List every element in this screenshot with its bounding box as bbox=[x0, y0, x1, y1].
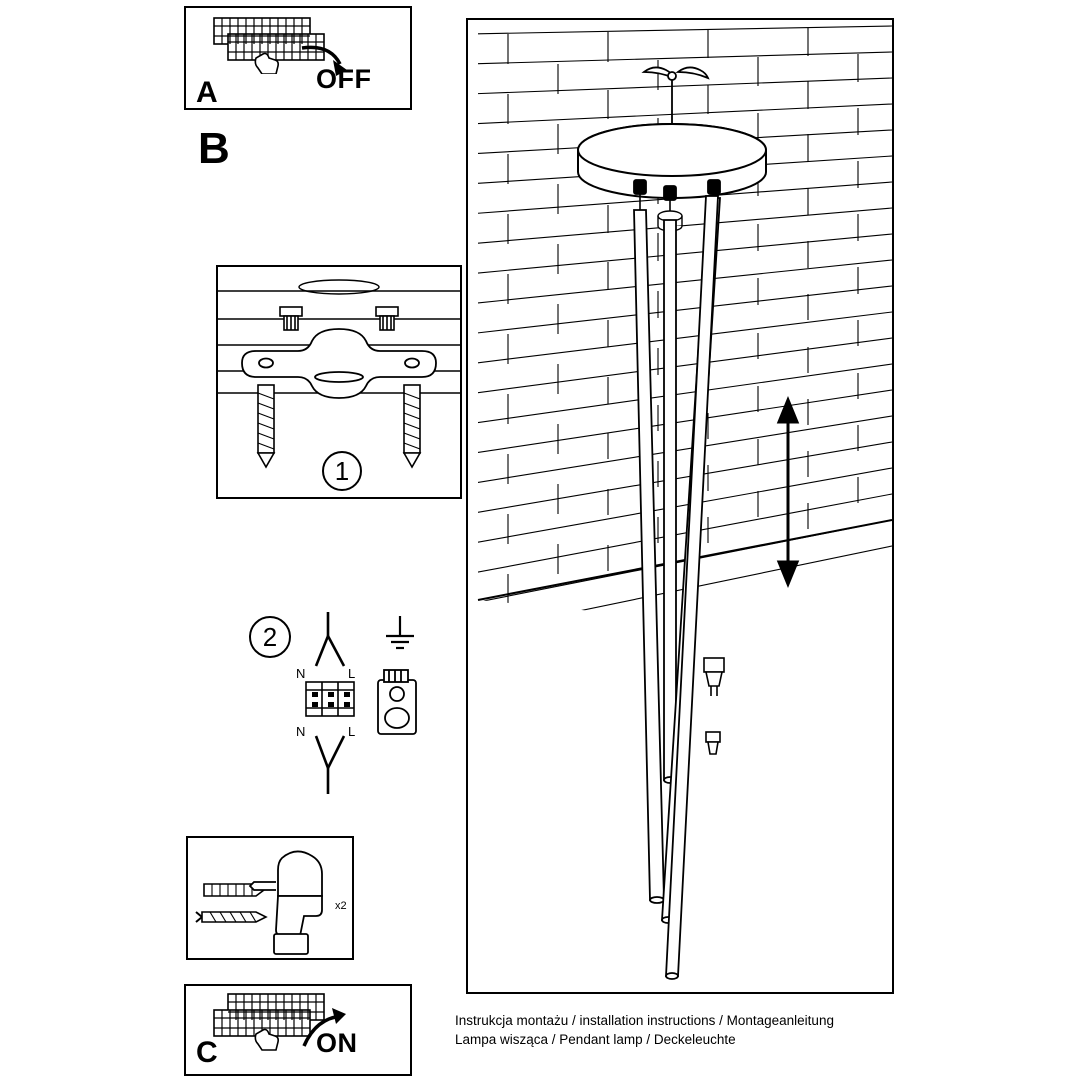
parts-icons bbox=[190, 840, 350, 958]
step-a-label: A bbox=[196, 76, 218, 109]
step-c-label: C bbox=[196, 1036, 218, 1069]
wire-label-l-bottom: L bbox=[348, 724, 356, 739]
pendant-lamp-drawing bbox=[468, 20, 892, 992]
step-c-action-label: ON bbox=[316, 1028, 358, 1058]
wire-label-l-top: L bbox=[348, 666, 356, 681]
product-illustration-panel bbox=[466, 18, 894, 994]
step-a-action-label: OFF bbox=[316, 64, 372, 94]
wire-label-n-bottom: N bbox=[296, 724, 306, 739]
step-b-label: B bbox=[198, 124, 230, 173]
substep-2-number: 2 bbox=[249, 616, 291, 658]
wire-label-n-top: N bbox=[296, 666, 306, 681]
caption-title: Instrukcja montażu / installation instructions / Montageanleitung bbox=[455, 1013, 834, 1028]
wiring-diagram bbox=[300, 608, 430, 798]
substep-1-number: 1 bbox=[322, 451, 362, 491]
parts-quantity-label: x2 bbox=[335, 900, 347, 912]
caption-subtitle: Lampa wisząca / Pendant lamp / Deckeleuchte bbox=[455, 1032, 736, 1047]
